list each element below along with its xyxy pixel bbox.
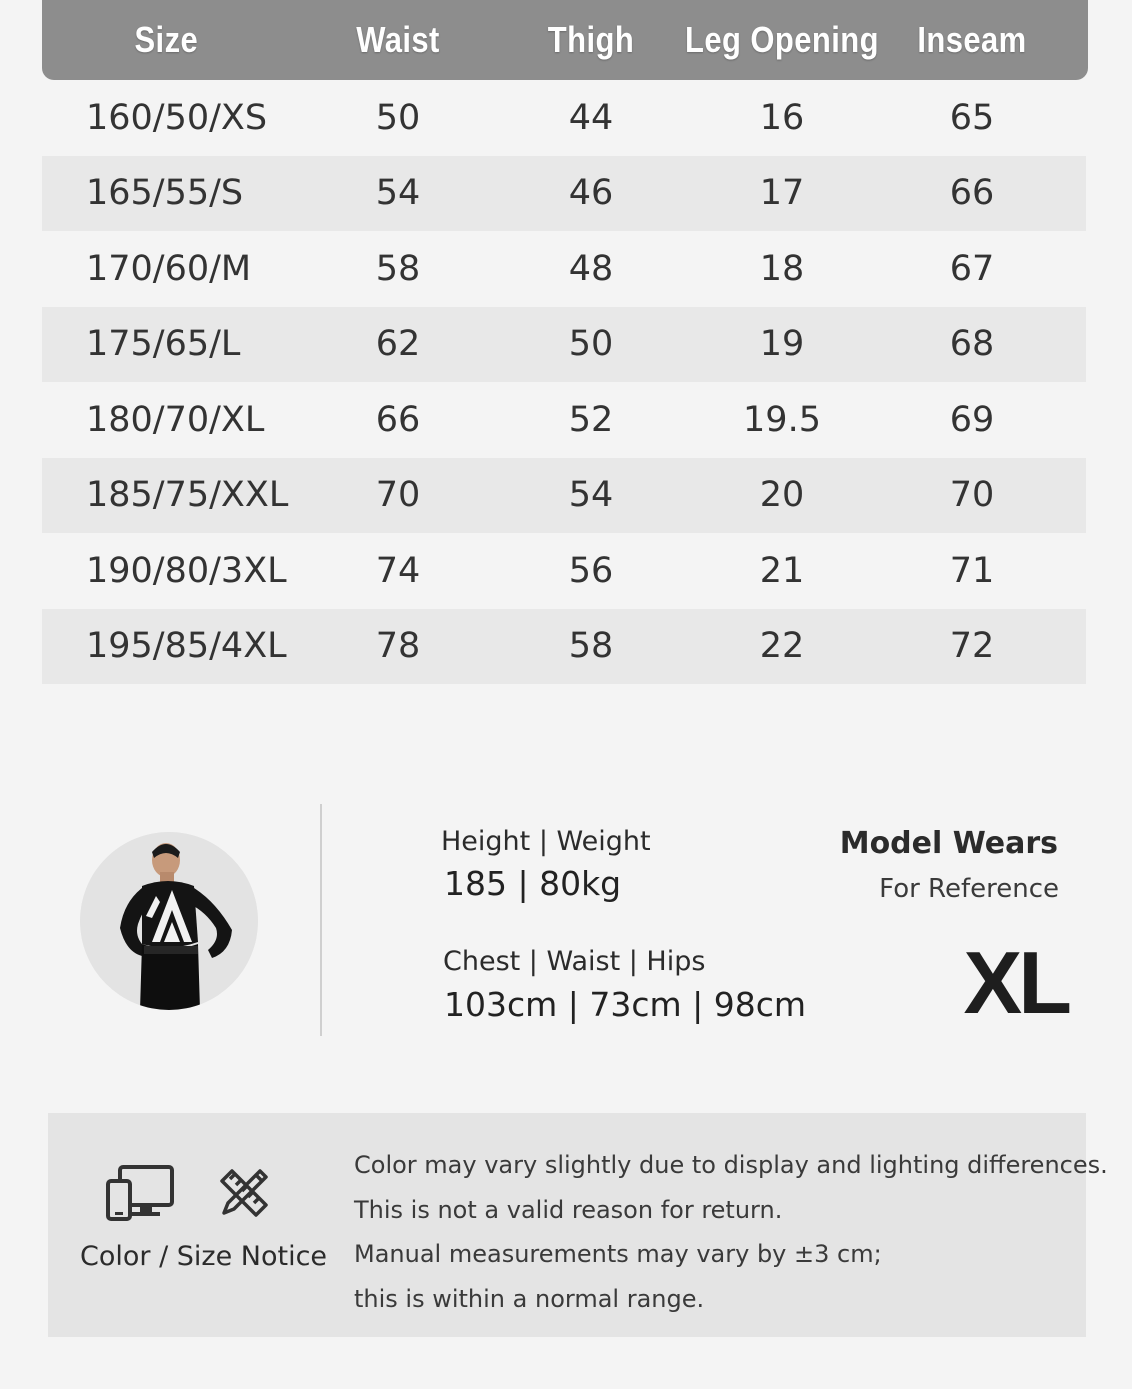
table-row xyxy=(42,231,1086,307)
cell-leg-opening: 18 xyxy=(759,248,805,289)
chest-waist-hips-label: Chest | Waist | Hips xyxy=(443,946,706,977)
cell-size: 160/50/XS xyxy=(86,97,268,138)
model-wears-size: XL xyxy=(963,933,1068,1032)
header-size: Size xyxy=(134,19,199,60)
cell-thigh: 54 xyxy=(568,475,614,516)
cell-thigh: 48 xyxy=(568,248,614,289)
header-waist: Waist xyxy=(356,19,440,60)
cell-size: 190/80/3XL xyxy=(86,550,287,591)
table-row xyxy=(42,533,1086,609)
cell-waist: 50 xyxy=(375,97,421,138)
notice-text xyxy=(354,1147,1108,1325)
cell-leg-opening: 16 xyxy=(759,97,805,138)
table-row xyxy=(42,80,1086,156)
cell-thigh: 52 xyxy=(568,399,614,440)
cell-inseam: 68 xyxy=(949,324,995,365)
model-wears-title: Model Wears xyxy=(839,826,1058,861)
header-thigh: Thigh xyxy=(547,19,635,60)
height-weight-value: 185 | 80kg xyxy=(444,864,622,903)
cell-leg-opening: 19 xyxy=(759,324,805,365)
cell-leg-opening: 21 xyxy=(759,550,805,591)
cell-size: 180/70/XL xyxy=(86,399,265,440)
table-row xyxy=(42,307,1086,383)
cell-size: 170/60/M xyxy=(86,248,252,289)
cell-leg-opening: 22 xyxy=(759,626,805,667)
cell-thigh: 58 xyxy=(568,626,614,667)
notice-line: Manual measurements may vary by ±3 cm; xyxy=(354,1240,882,1268)
notice-line: This is not a valid reason for return. xyxy=(354,1195,783,1224)
table-row xyxy=(42,382,1086,458)
color-size-notice xyxy=(48,1113,1108,1337)
model-photo xyxy=(80,832,258,1010)
cell-waist: 54 xyxy=(375,173,421,214)
header-inseam: Inseam xyxy=(917,19,1027,60)
ruler-pencil-icon xyxy=(216,1165,272,1225)
cell-waist: 58 xyxy=(375,248,421,289)
chest-waist-hips-value: 103cm | 73cm | 98cm xyxy=(444,985,807,1024)
cell-leg-opening: 19.5 xyxy=(743,399,821,440)
notice-line: Color may vary slightly due to display and lighting differences. xyxy=(354,1151,1108,1179)
cell-waist: 74 xyxy=(375,550,421,591)
monitor-phone-icon xyxy=(106,1165,176,1225)
notice-title: Color / Size Notice xyxy=(80,1241,328,1272)
cell-size: 165/55/S xyxy=(86,173,244,214)
cell-waist: 62 xyxy=(375,324,421,365)
section-divider xyxy=(320,804,322,1036)
table-row xyxy=(42,156,1086,232)
cell-thigh: 46 xyxy=(568,173,614,214)
header-leg-opening: Leg Opening xyxy=(685,19,879,60)
cell-thigh: 50 xyxy=(568,324,614,365)
cell-waist: 66 xyxy=(375,399,421,440)
cell-thigh: 44 xyxy=(568,97,614,138)
cell-inseam: 67 xyxy=(949,248,995,289)
cell-inseam: 72 xyxy=(949,626,995,667)
cell-leg-opening: 17 xyxy=(759,173,805,214)
size-chart-table xyxy=(42,0,1088,684)
cell-inseam: 66 xyxy=(949,173,995,214)
table-row xyxy=(42,458,1086,534)
notice-line: this is within a normal range. xyxy=(354,1284,705,1313)
cell-size: 195/85/4XL xyxy=(86,626,287,667)
cell-thigh: 56 xyxy=(568,550,614,591)
cell-inseam: 70 xyxy=(949,475,995,516)
cell-leg-opening: 20 xyxy=(759,475,805,516)
cell-size: 175/65/L xyxy=(86,324,241,365)
table-body xyxy=(42,80,1086,684)
cell-waist: 78 xyxy=(375,626,421,667)
model-wears-subtitle: For Reference xyxy=(879,874,1059,904)
cell-inseam: 71 xyxy=(949,550,995,591)
height-weight-label: Height | Weight xyxy=(441,826,651,857)
model-avatar xyxy=(80,832,258,1010)
cell-size: 185/75/XXL xyxy=(86,475,289,516)
table-row xyxy=(42,609,1086,685)
cell-inseam: 69 xyxy=(949,399,995,440)
table-header xyxy=(42,0,1088,80)
cell-waist: 70 xyxy=(375,475,421,516)
cell-inseam: 65 xyxy=(949,97,995,138)
